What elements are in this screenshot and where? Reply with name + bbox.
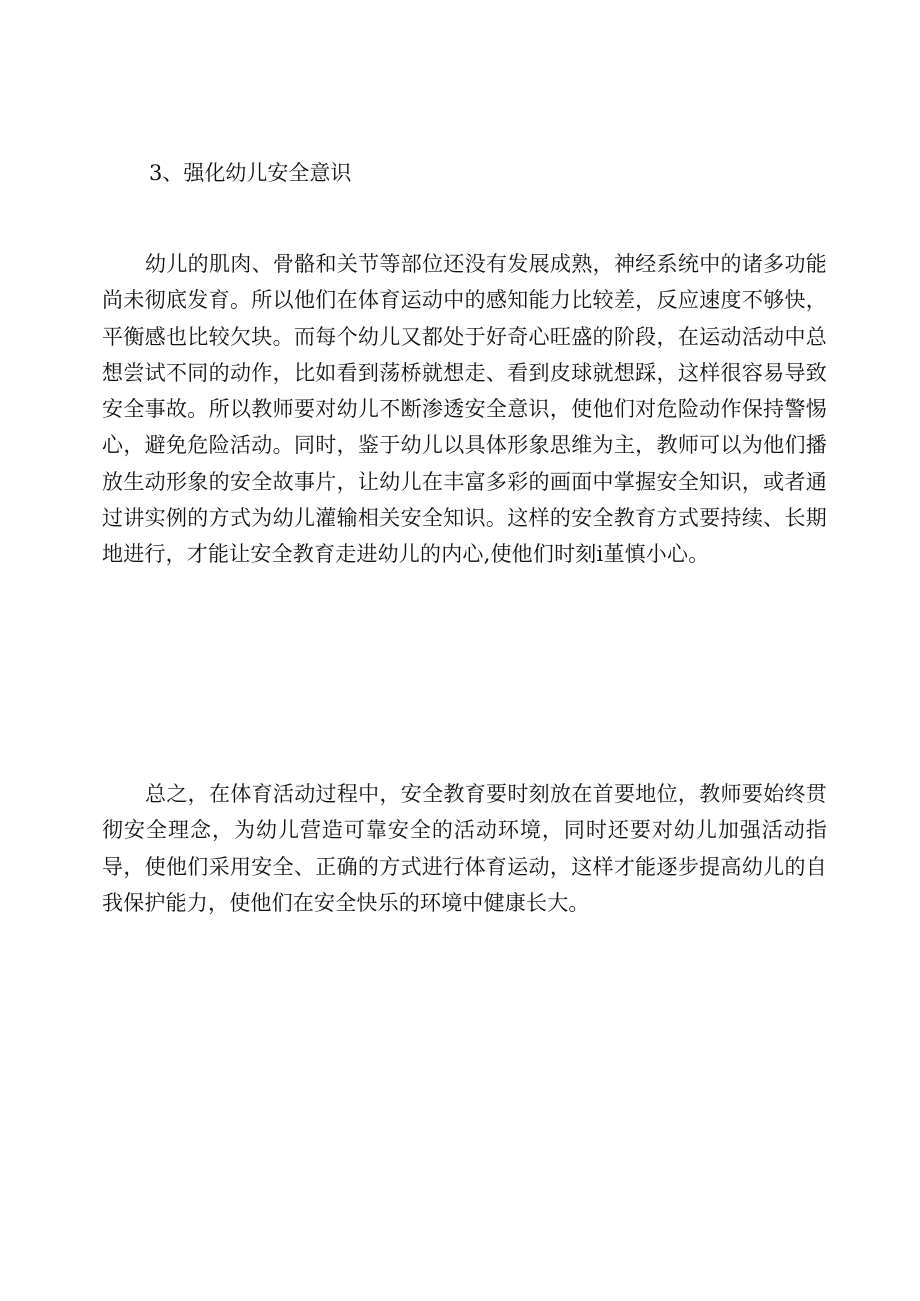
body-paragraph-conclusion: 总之，在体育活动过程中，安全教育要时刻放在首要地位，教师要始终贯彻安全理念，为幼儿营造可靠安全的活动环境，同时还要对幼儿加强活动指导，使他们采用安全、正确的方式进行体育运动，这样才能逐步提高幼儿的自我保护能力，使他们在安全快乐的环境中健康长大。: [102, 782, 827, 915]
section-heading: 3、强化幼儿安全意识: [149, 161, 352, 185]
body-paragraph-safety-awareness: 幼儿的肌肉、骨骼和关节等部位还没有发展成熟，神经系统中的诸多功能尚未彻底发育。所以他们在体育运动中的感知能力比较差，反应速度不够快，平衡感也比较欠块。而每个幼儿又都处于好奇心旺盛的阶段，在运动活动中总想尝试不同的动作，比如看到荡桥就想走、看到皮球就想踩，这样很容易导致安全事故。所以教师要对幼儿不断渗透安全意识，使他们对危险动作保持警惕心，避免危险活动。同时，鉴于幼儿以具体形象思维为主，教师可以为他们播放生动形象的安全故事片，让幼儿在丰富多彩的画面中掌握安全知识，或者通过讲实例的方式为幼儿灌输相关安全知识。这样的安全教育方式要持续、长期地进行，才能让安全教育走进幼儿的内心,使他们时刻i堇慎小心。: [102, 252, 827, 567]
